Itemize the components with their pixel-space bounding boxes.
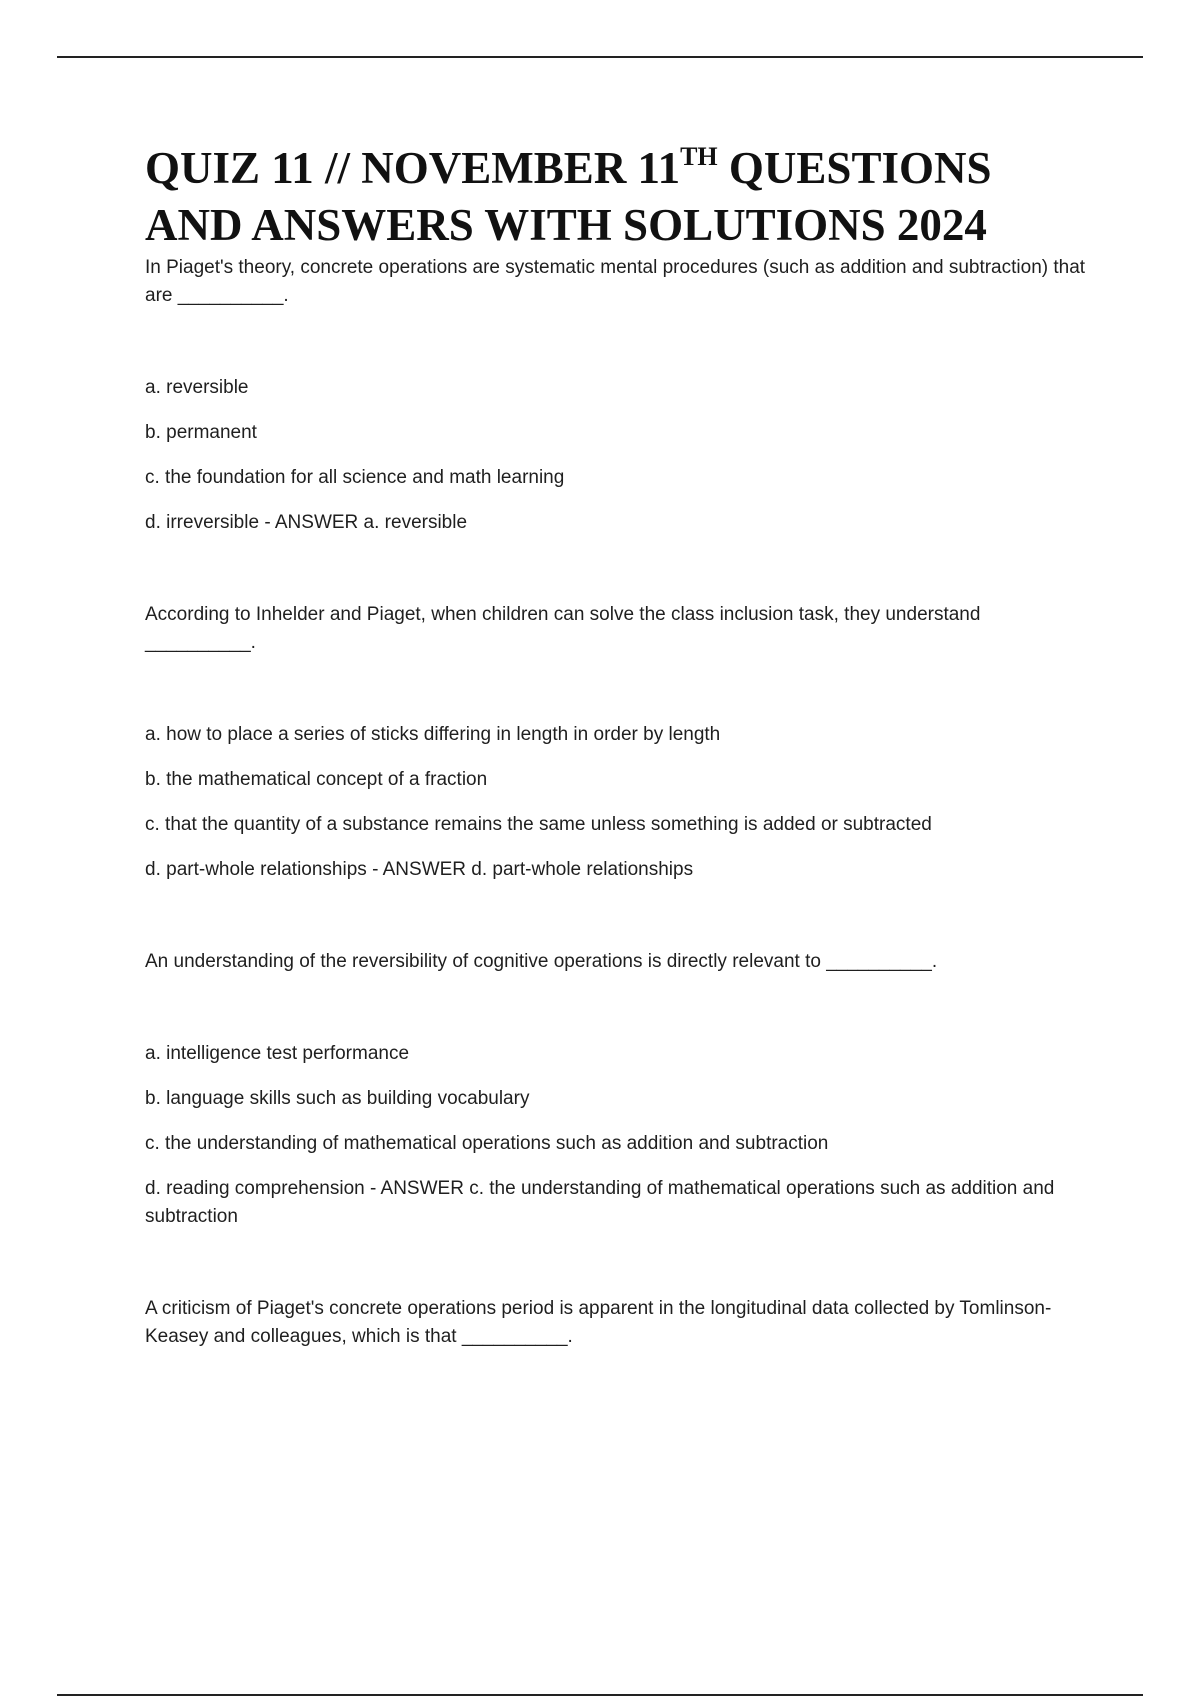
question-1-option-c: c. the foundation for all science and math learning <box>145 467 565 488</box>
question-2-option-b: b. the mathematical concept of a fraction <box>145 769 488 790</box>
question-1-option-a: a. reversible <box>145 377 249 398</box>
question-2-option-a: a. how to place a series of sticks differing in length in order by length <box>145 724 721 745</box>
question-1-options <box>145 374 1095 537</box>
title-part-1: QUIZ 11 // NOVEMBER 11 <box>145 143 681 193</box>
question-3-options <box>145 1040 1095 1231</box>
question-3: An understanding of the reversibility of cognitive operations is directly relevant to __________. <box>145 951 938 972</box>
question-1: In Piaget's theory, concrete operations are systematic mental procedures (such as addition and subtraction) that are __________. <box>145 257 1086 306</box>
top-rule <box>57 56 1143 58</box>
question-1-option-b: b. permanent <box>145 422 257 443</box>
question-1-option-d-answer: d. irreversible - ANSWER a. reversible <box>145 512 468 533</box>
question-3-option-d-answer: d. reading comprehension - ANSWER c. the understanding of mathematical operations such as addition and subtraction <box>145 1178 1055 1227</box>
question-3-option-a: a. intelligence test performance <box>145 1043 410 1064</box>
question-3-option-b: b. language skills such as building vocabulary <box>145 1088 530 1109</box>
question-2: According to Inhelder and Piaget, when children can solve the class inclusion task, they understand __________. <box>145 604 981 653</box>
question-3-option-c: c. the understanding of mathematical operations such as addition and subtraction <box>145 1133 829 1154</box>
document-body <box>145 140 1095 1351</box>
question-4: A criticism of Piaget's concrete operations period is apparent in the longitudinal data collected by Tomlinson-Keasey and colleagues, which is that __________. <box>145 1298 1052 1347</box>
question-2-option-c: c. that the quantity of a substance remains the same unless something is added or subtracted <box>145 814 932 835</box>
question-2-option-d-answer: d. part-whole relationships - ANSWER d. part-whole relationships <box>145 859 694 880</box>
question-2-options <box>145 721 1095 884</box>
bottom-rule <box>57 1694 1143 1696</box>
title-superscript: TH <box>680 142 718 171</box>
document-title <box>145 140 1095 254</box>
title-part-2: QUESTIONS AND ANSWERS WITH SOLUTIONS 2024 <box>145 143 992 250</box>
